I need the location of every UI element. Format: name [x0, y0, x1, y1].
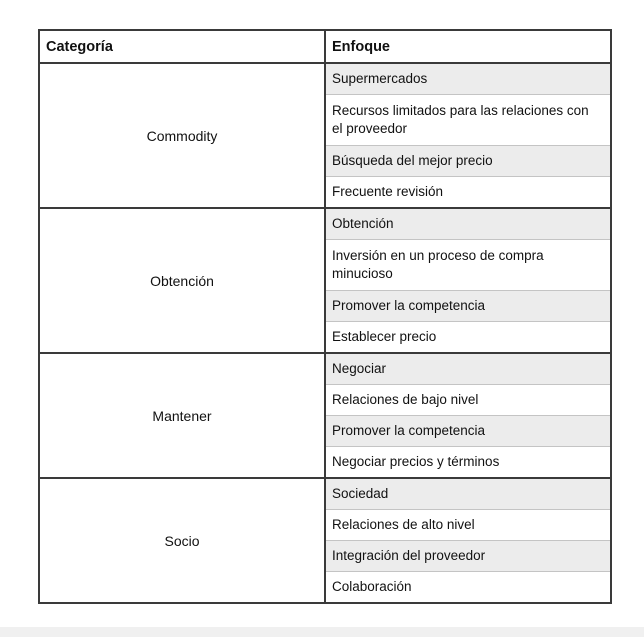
header-row [39, 30, 611, 63]
table-row [39, 208, 611, 240]
focus-cell: Relaciones de bajo nivel [325, 385, 611, 416]
focus-cell: Sociedad [325, 478, 611, 510]
category-cell-mantener: Mantener [39, 353, 325, 478]
focus-cell: Negociar precios y términos [325, 447, 611, 479]
focus-cell: Obtención [325, 208, 611, 240]
focus-cell: Frecuente revisión [325, 177, 611, 209]
focus-cell: Relaciones de alto nivel [325, 510, 611, 541]
focus-cell: Integración del proveedor [325, 541, 611, 572]
focus-cell: Promover la competencia [325, 291, 611, 322]
table-row [39, 353, 611, 385]
focus-cell: Supermercados [325, 63, 611, 95]
focus-cell: Promover la competencia [325, 416, 611, 447]
focus-cell: Colaboración [325, 572, 611, 604]
category-approach-table [38, 29, 612, 604]
category-cell-obtencion: Obtención [39, 208, 325, 353]
header-categoria: Categoría [39, 30, 325, 63]
category-cell-socio: Socio [39, 478, 325, 603]
category-cell-commodity: Commodity [39, 63, 325, 208]
table-row [39, 478, 611, 510]
focus-cell: Inversión en un proceso de compra minucioso [325, 240, 611, 291]
focus-cell: Establecer precio [325, 322, 611, 354]
bottom-band [0, 627, 644, 637]
header-enfoque: Enfoque [325, 30, 611, 63]
focus-cell: Negociar [325, 353, 611, 385]
focus-cell: Búsqueda del mejor precio [325, 146, 611, 177]
table-row [39, 63, 611, 95]
focus-cell: Recursos limitados para las relaciones con el proveedor [325, 95, 611, 146]
